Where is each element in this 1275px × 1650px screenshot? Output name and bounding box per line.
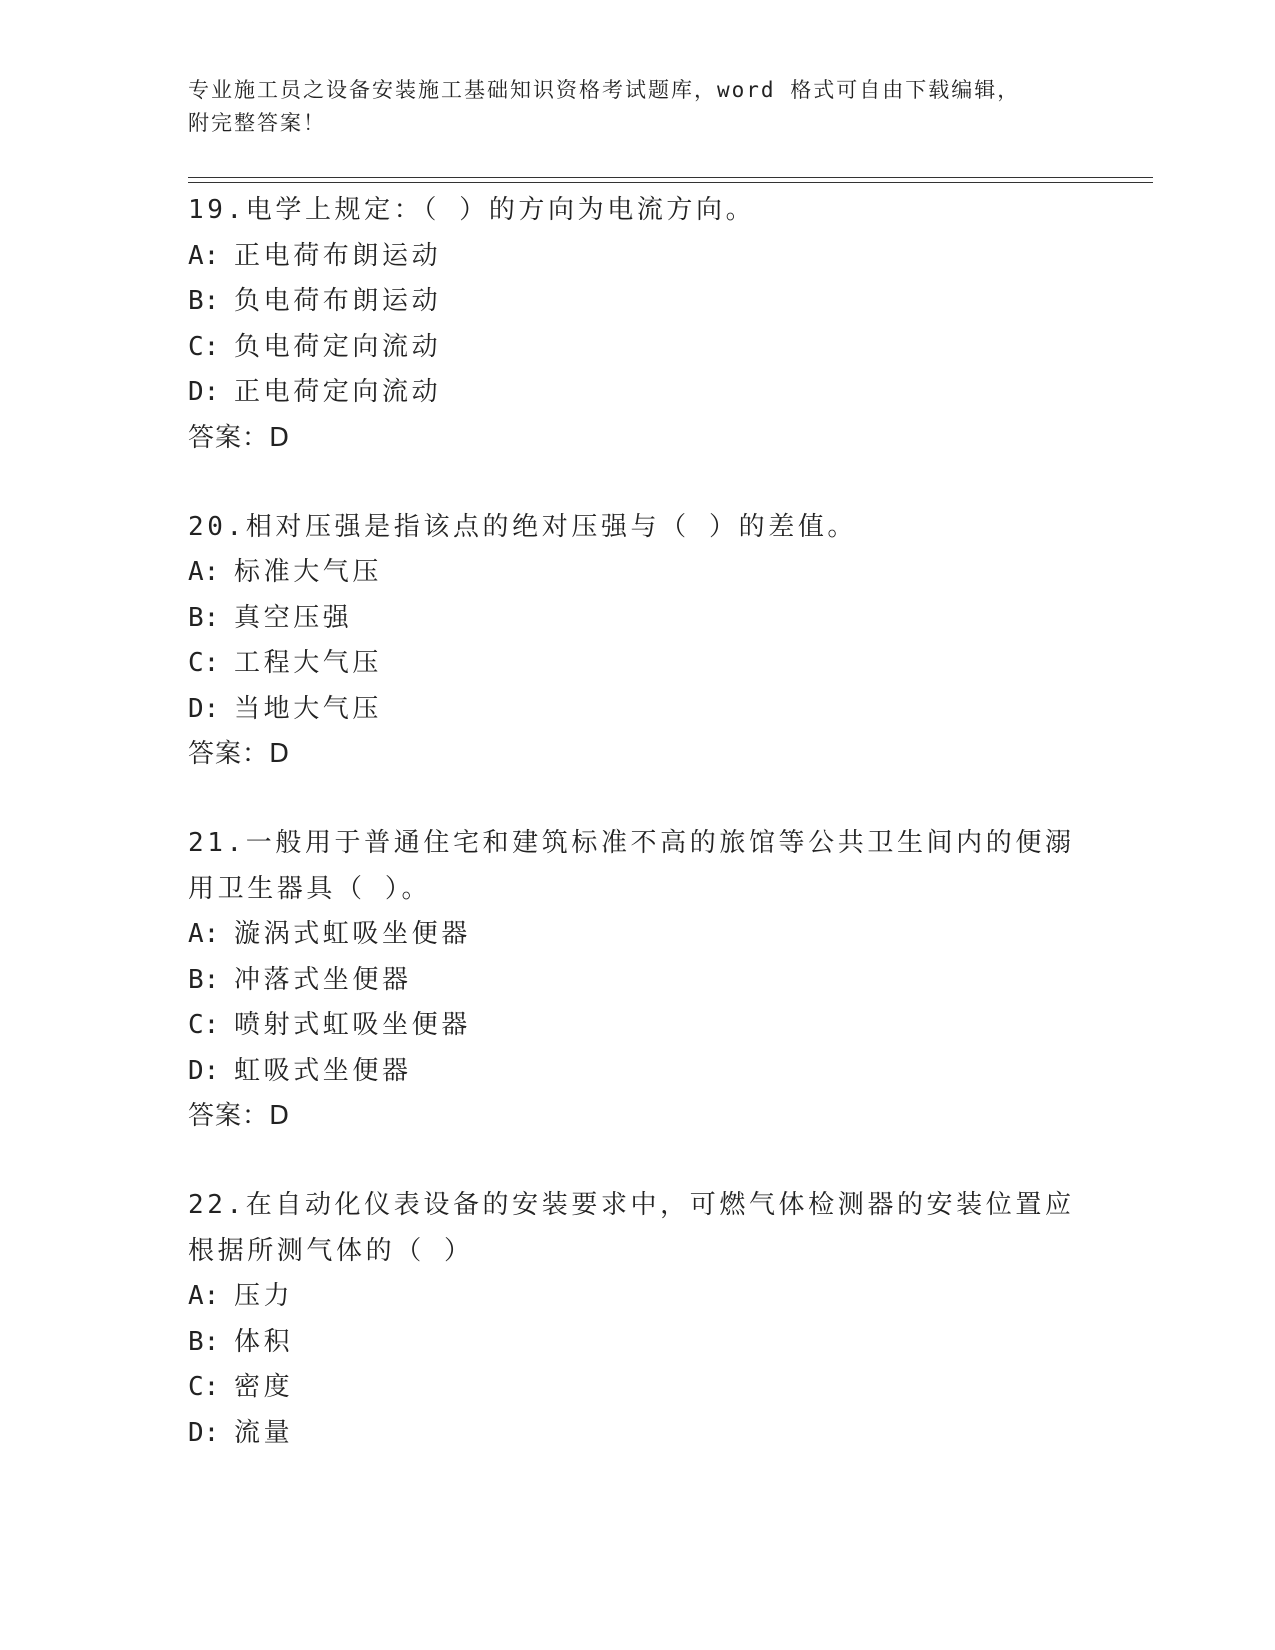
answer-line: 答案：D: [188, 422, 291, 453]
option-b: [188, 596, 1088, 642]
option-c: [188, 1003, 1088, 1049]
option-letter: B:: [188, 1326, 220, 1357]
option-text: 喷射式虹吸坐便器: [234, 1010, 471, 1040]
option-b: [188, 279, 1088, 325]
question-21: [188, 821, 1088, 1139]
option-text: 体积: [234, 1326, 294, 1357]
option-letter: A:: [188, 1281, 220, 1311]
option-text: 虹吸式坐便器: [234, 1055, 412, 1086]
option-b: [188, 958, 1088, 1004]
question-list: [188, 188, 1088, 1456]
option-letter: C:: [188, 648, 220, 678]
option-text: 标准大气压: [234, 557, 383, 587]
header-divider-top: [188, 177, 1153, 178]
header-line-2: 附完整答案！: [188, 111, 326, 135]
option-letter: B:: [188, 602, 220, 633]
option-text: 漩涡式虹吸坐便器: [234, 919, 471, 949]
option-a: [188, 234, 1088, 280]
option-letter: C:: [188, 331, 220, 362]
option-text: 压力: [234, 1281, 294, 1311]
option-text: 负电荷定向流动: [234, 331, 442, 362]
option-letter: D:: [188, 693, 220, 724]
option-letter: C:: [188, 1010, 220, 1040]
option-b: [188, 1320, 1088, 1366]
question-stem: 20.相对压强是指该点的绝对压强与（ ）的差值。: [188, 511, 858, 542]
option-letter: B:: [188, 964, 220, 995]
question-stem: 22.在自动化仪表设备的安装要求中，可燃气体检测器的安装位置应根据所测气体的（ ）: [188, 1190, 1075, 1266]
option-d: [188, 1049, 1088, 1095]
question-19: [188, 188, 1088, 461]
document-header: [188, 74, 1088, 140]
option-d: [188, 1411, 1088, 1457]
option-letter: D:: [188, 1417, 220, 1448]
header-line-1: 专业施工员之设备安装施工基础知识资格考试题库，word 格式可自由下载编辑，: [188, 78, 1021, 102]
question-stem: 21.一般用于普通住宅和建筑标准不高的旅馆等公共卫生间内的便溺用卫生器具（ ）。: [188, 828, 1075, 904]
option-letter: B:: [188, 286, 220, 316]
answer-line: 答案：D: [188, 1101, 291, 1131]
option-letter: D:: [188, 377, 220, 407]
option-d: [188, 370, 1088, 416]
option-text: 正电荷布朗运动: [234, 240, 442, 271]
option-text: 当地大气压: [234, 693, 383, 724]
option-a: [188, 912, 1088, 958]
option-text: 冲落式坐便器: [234, 964, 412, 995]
question-stem: 19.电学上规定：（ ）的方向为电流方向。: [188, 195, 756, 225]
option-c: [188, 325, 1088, 371]
option-text: 工程大气压: [234, 648, 383, 678]
option-letter: C:: [188, 1372, 220, 1402]
option-c: [188, 641, 1088, 687]
option-a: [188, 1274, 1088, 1320]
option-c: [188, 1365, 1088, 1411]
option-d: [188, 687, 1088, 733]
option-letter: A:: [188, 557, 220, 587]
answer-line: 答案：D: [188, 739, 291, 769]
option-text: 密度: [234, 1372, 294, 1402]
option-a: [188, 550, 1088, 596]
question-20: [188, 505, 1088, 778]
option-letter: A:: [188, 240, 220, 271]
option-text: 负电荷布朗运动: [234, 286, 442, 316]
option-text: 流量: [234, 1417, 294, 1448]
option-text: 真空压强: [234, 602, 353, 633]
option-text: 正电荷定向流动: [234, 377, 442, 407]
option-letter: D:: [188, 1055, 220, 1086]
header-divider-bottom: [188, 182, 1153, 183]
question-22: [188, 1183, 1088, 1456]
option-letter: A:: [188, 919, 220, 949]
